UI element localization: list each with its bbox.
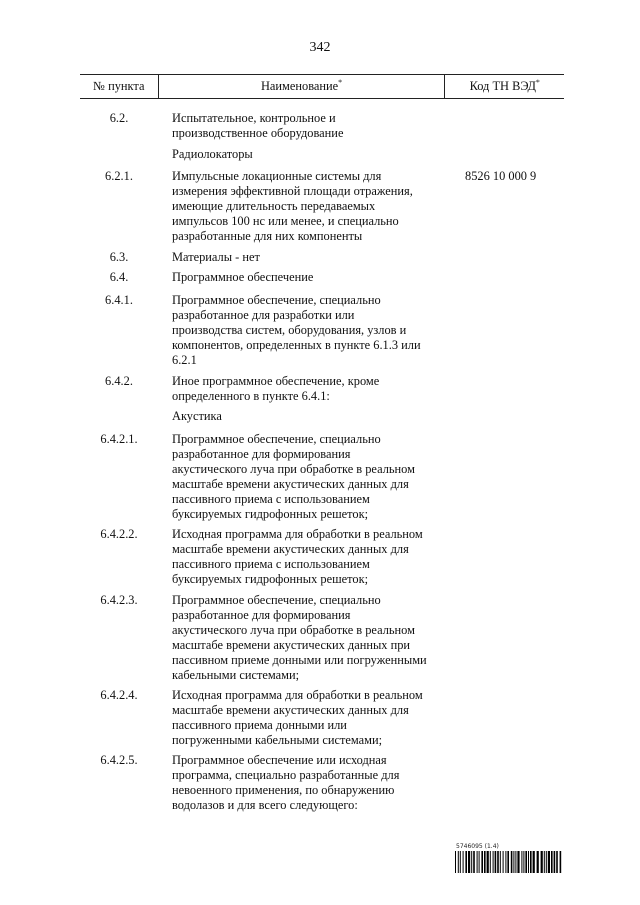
row-name-line: Импульсные локационные системы для <box>172 169 382 183</box>
barcode-bar <box>507 851 509 873</box>
row-number: 6.4.2.4. <box>100 688 138 702</box>
row-name-line: разработанные для них компоненты <box>172 229 363 243</box>
row-name-line: невоенного применения, по обнаружению <box>172 783 395 797</box>
row-name-line: масштабе времени акустических данных для <box>172 703 409 717</box>
row-code: 8526 10 000 9 <box>465 169 537 183</box>
header-name-label: Наименование <box>260 79 339 93</box>
row-name-line: разработанное для разработки или <box>172 308 355 322</box>
barcode-label: 5746095 (1.4) <box>456 843 499 850</box>
barcode-bar <box>505 851 506 873</box>
row-name-line: буксируемых гидрофонных решеток; <box>172 572 369 586</box>
row-name-line: водолазов и для всего следующего: <box>172 798 358 812</box>
row-name-line: Исходная программа для обработки в реальном <box>172 688 423 702</box>
row-name-line: производства систем, оборудования, узлов и <box>172 323 407 337</box>
barcode-bar <box>481 851 483 873</box>
row-name-line: пассивного приема с использованием <box>172 492 370 506</box>
barcode-bar <box>460 851 461 873</box>
barcode-bar <box>546 851 547 873</box>
row-name-line: производственное оборудование <box>172 126 344 140</box>
row-name-line: масштабе времени акустических данных для <box>172 477 409 491</box>
row-name-line: кабельными системами; <box>172 668 300 682</box>
row-name-line: разработанное для формирования <box>172 608 351 622</box>
row-name <box>172 593 442 683</box>
row-name-line: импульсов 100 нс или менее, и специально <box>172 214 399 228</box>
row-name-line: измерения эффективной площади отражения, <box>172 184 413 198</box>
row-number: 6.4.2.5. <box>100 753 138 767</box>
barcode-icon <box>455 851 563 873</box>
row-number: 6.3. <box>109 250 129 264</box>
row-name-line: Программное обеспечение, специально <box>172 293 381 307</box>
header-code-label: Код ТН ВЭД <box>469 79 536 93</box>
header-number-col: № пункта <box>93 79 145 93</box>
barcode-bar <box>493 851 494 873</box>
row-name <box>172 753 442 813</box>
row-name-line: акустического луча при обработке в реальном <box>172 462 415 476</box>
row-name-line: масштабе времени акустических данных для <box>172 542 409 556</box>
row-name <box>172 111 442 141</box>
row-name-line: Программное обеспечение <box>172 270 314 284</box>
barcode-bar <box>554 851 556 873</box>
barcode-bar <box>551 851 553 873</box>
row-name-line: погруженными кабельными системами; <box>172 733 383 747</box>
row-name-line: Акустика <box>172 409 222 423</box>
header-code-footnote-mark: * <box>535 77 540 87</box>
barcode-bar <box>487 851 489 873</box>
row-number: 6.2. <box>109 111 129 125</box>
row-name <box>172 270 442 285</box>
row-name-line: акустического луча при обработке в реальном <box>172 623 415 637</box>
row-number: 6.4.2.1. <box>100 432 138 446</box>
row-name <box>172 374 442 404</box>
row-number: 6.4.2. <box>105 374 133 388</box>
barcode-bar <box>484 851 486 873</box>
barcode-bar <box>521 851 522 873</box>
barcode-bar <box>515 851 516 873</box>
row-name <box>172 688 442 748</box>
row-name-line: Программное обеспечение или исходная <box>172 753 387 767</box>
row-name-line: определенного в пункте 6.4.1: <box>172 389 330 403</box>
row-name-line: пассивного приема с использованием <box>172 557 370 571</box>
row-name-line: масштабе времени акустических данных при <box>172 638 411 652</box>
row-name-line: программа, специально разработанные для <box>172 768 400 782</box>
page-number: 342 <box>309 40 331 55</box>
row-name-line: 6.2.1 <box>172 353 197 367</box>
row-name <box>172 409 442 424</box>
row-name-line: разработанное для формирования <box>172 447 351 461</box>
row-name-line: пассивном приеме донными или погруженными <box>172 653 427 667</box>
row-name-line: Испытательное, контрольное и <box>172 111 336 125</box>
header-name-col <box>158 75 446 98</box>
row-name <box>172 250 442 265</box>
barcode-bar <box>556 851 558 873</box>
barcode-bar <box>495 851 497 873</box>
barcode-bar <box>517 851 519 873</box>
row-number: 6.4.2.2. <box>100 527 138 541</box>
row-number: 6.4. <box>109 270 129 284</box>
row-number: 6.4.1. <box>105 293 133 307</box>
row-name-line: Материалы - нет <box>172 250 260 264</box>
barcode-bar <box>548 851 550 873</box>
barcode-bar <box>468 851 470 873</box>
barcode-bar <box>530 851 532 873</box>
barcode-bar <box>525 851 527 873</box>
barcode-bar <box>560 851 562 873</box>
table-header <box>80 74 564 99</box>
row-name-line: Радиолокаторы <box>172 147 253 161</box>
row-name-line: Программное обеспечение, специально <box>172 432 381 446</box>
barcode-bar <box>465 851 467 873</box>
barcode-bar <box>541 851 543 873</box>
barcode-bar <box>511 851 513 873</box>
row-name-line: Программное обеспечение, специально <box>172 593 381 607</box>
barcode-bar <box>455 851 456 873</box>
row-name <box>172 293 442 368</box>
barcode-bar <box>463 851 464 873</box>
barcode-bar <box>490 851 491 873</box>
barcode-bar <box>537 851 539 873</box>
row-name <box>172 147 442 162</box>
row-name-line: пассивного приема донными или <box>172 718 347 732</box>
barcode-bar <box>471 851 472 873</box>
barcode-bar <box>523 851 524 873</box>
header-code-col <box>445 79 564 94</box>
barcode-bar <box>503 851 504 873</box>
barcode-bar <box>458 851 459 873</box>
row-number: 6.4.2.3. <box>100 593 138 607</box>
row-name-line: имеющие длительность передаваемых <box>172 199 376 213</box>
header-name-footnote-mark: * <box>338 77 343 87</box>
barcode-bar <box>479 851 480 873</box>
barcode-bar <box>500 851 501 873</box>
row-name-line: Иное программное обеспечение, кроме <box>172 374 380 388</box>
barcode-bar <box>544 851 545 873</box>
barcode-bar <box>528 851 529 873</box>
row-name <box>172 432 442 522</box>
row-name-line: буксируемых гидрофонных решеток; <box>172 507 369 521</box>
row-name <box>172 169 442 244</box>
barcode-bar <box>473 851 475 873</box>
barcode-bar <box>477 851 478 873</box>
barcode-bar <box>533 851 535 873</box>
barcode-bar <box>513 851 514 873</box>
barcode-bar <box>497 851 499 873</box>
row-name-line: компонентов, определенных в пункте 6.1.3 или <box>172 338 421 352</box>
table-body <box>80 111 564 831</box>
row-name-line: Исходная программа для обработки в реальном <box>172 527 423 541</box>
row-name <box>172 527 442 587</box>
row-number: 6.2.1. <box>105 169 133 183</box>
